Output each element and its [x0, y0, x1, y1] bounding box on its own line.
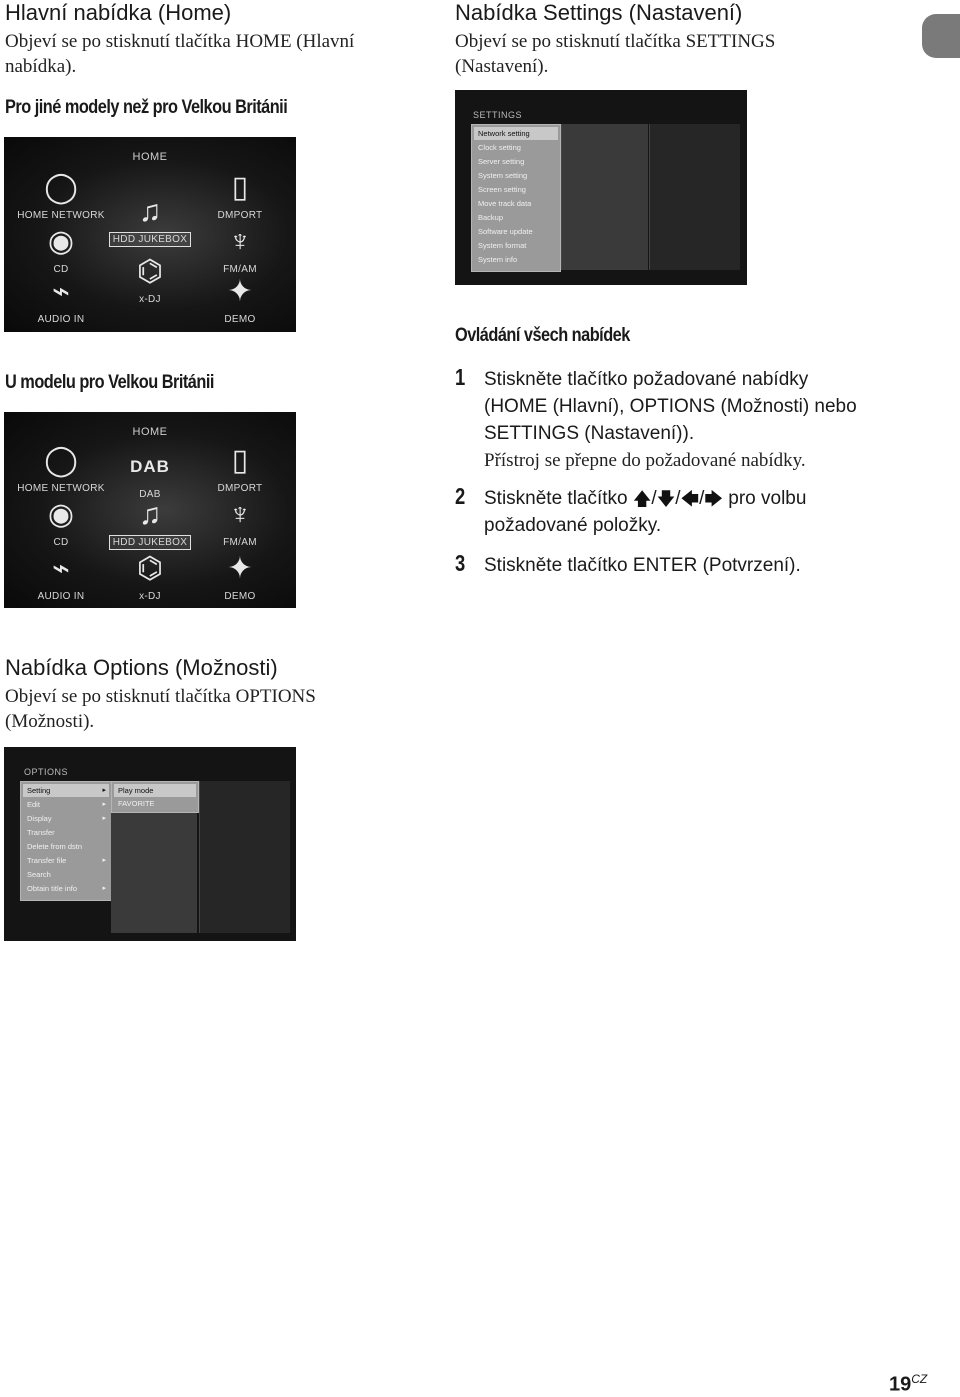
music-notes-icon: ♫ — [138, 498, 162, 531]
options-menu-heading: Nabídka Options (Možnosti) — [5, 655, 278, 680]
settings-item: Software update — [478, 227, 533, 236]
home-item-dab: DAB DAB — [100, 450, 200, 502]
home-item-cd: ◉ CD — [11, 498, 111, 550]
home-item-xdj: ⌬ x-DJ — [100, 255, 200, 307]
settings-item: Clock setting — [478, 143, 521, 152]
home-menu-desc-line1: Objeví se po stisknutí tlačítka HOME (Hlavní — [5, 31, 355, 52]
home-item-demo: ✦ DEMO — [190, 275, 290, 327]
settings-menu-desc-line2: (Nastavení). — [455, 56, 549, 77]
step-1-line1: Stiskněte tlačítko požadované nabídky — [484, 369, 809, 390]
settings-screen-image — [455, 90, 747, 285]
home-item-fm-am: ♆ FM/AM — [190, 498, 290, 550]
settings-menu-panel — [471, 124, 561, 272]
settings-menu-desc-line1: Objeví se po stisknutí tlačítka SETTINGS — [455, 31, 776, 52]
options-item: Search — [27, 870, 51, 879]
settings-middle-panel — [561, 124, 648, 270]
options-right-panel — [199, 781, 290, 933]
music-notes-icon: ♫ — [138, 195, 162, 228]
step-2-number: 2 — [455, 483, 466, 509]
options-item: Transfer — [27, 828, 55, 837]
settings-item: Backup — [478, 213, 504, 222]
controls-subhead: Ovládání všech nabídek — [455, 325, 630, 346]
settings-item: Screen setting — [478, 185, 526, 194]
settings-item: Network setting — [474, 127, 558, 140]
dab-logo: DAB — [130, 457, 170, 476]
step-1-line2: (HOME (Hlavní), OPTIONS (Možnosti) nebo — [484, 396, 857, 417]
arrow-right-icon: 🡆 — [704, 489, 723, 509]
submenu-item: FAVORITE — [118, 799, 155, 808]
settings-item: System setting — [478, 171, 528, 180]
home-item-demo: ✦ DEMO — [190, 552, 290, 604]
options-item: Transfer file ▸ — [27, 856, 106, 865]
settings-right-panel — [649, 124, 740, 270]
options-item: Delete from dstn — [27, 842, 83, 851]
home-item-home-network: ◯ HOME NETWORK — [11, 444, 111, 496]
page-number: $19^{CZ}$ — [889, 1372, 928, 1396]
home-item-hdd-jukebox: ♫ HDD JUKEBOX — [100, 195, 200, 247]
step-2-line2: požadované položky. — [484, 515, 662, 536]
home-screen-title-uk: HOME — [132, 426, 168, 438]
options-screen-image — [4, 747, 296, 941]
options-menu-desc-line2: (Možnosti). — [5, 711, 95, 732]
home-item-audio-in: ⌁ AUDIO IN — [11, 275, 111, 327]
settings-item: Move track data — [478, 199, 532, 208]
xdj-icon: ⌬ — [136, 255, 164, 288]
home-item-dmport: ▯ DMPORT — [190, 171, 290, 223]
network-icon: ◯ — [44, 171, 78, 204]
cable-icon: ⌁ — [51, 552, 71, 585]
dmport-icon: ▯ — [231, 444, 249, 477]
radio-tower-icon: ♆ — [228, 225, 252, 258]
step-3-number: 3 — [455, 550, 466, 576]
options-item: Edit ▸ — [27, 800, 106, 809]
step-1-number: 1 — [455, 364, 466, 390]
page-language-code: CZ — [911, 1372, 928, 1386]
options-screen-title: OPTIONS — [24, 767, 69, 777]
options-item: Obtain title info ▸ — [27, 884, 106, 893]
home-screen-image-uk — [4, 412, 296, 608]
step-1-line3: SETTINGS (Nastavení)). — [484, 423, 695, 444]
cable-icon: ⌁ — [51, 275, 71, 308]
settings-item: System format — [478, 241, 527, 250]
cd-icon: ◉ — [47, 498, 75, 531]
options-menu-desc-line1: Objeví se po stisknutí tlačítka OPTIONS — [5, 686, 316, 707]
cd-icon: ◉ — [47, 225, 75, 258]
home-item-home-network: ◯ HOME NETWORK — [11, 171, 111, 223]
submenu-item: Play mode — [114, 784, 196, 797]
arrow-down-icon: 🡇 — [656, 489, 676, 509]
home-menu-heading: Hlavní nabídka (Home) — [5, 0, 232, 25]
options-item: Display ▸ — [27, 814, 106, 823]
home-screen-image-other — [4, 137, 296, 332]
arrow-up-icon: 🡅 — [632, 489, 652, 509]
options-menu-panel — [20, 781, 112, 901]
xdj-icon: ⌬ — [136, 552, 164, 585]
section-tab-marker — [922, 14, 960, 58]
sparkle-icon: ✦ — [227, 275, 253, 308]
home-item-hdd-jukebox: ♫ HDD JUKEBOX — [100, 498, 200, 550]
radio-tower-icon: ♆ — [228, 498, 252, 531]
dmport-icon: ▯ — [231, 171, 249, 204]
home-item-audio-in: ⌁ AUDIO IN — [11, 552, 111, 604]
home-menu-desc-line2: nabídka). — [5, 56, 77, 77]
home-screen-title: HOME — [132, 151, 168, 163]
step-3-line1: Stiskněte tlačítko ENTER (Potvrzení). — [484, 555, 801, 576]
step-1-note: Přístroj se přepne do požadované nabídky. — [484, 450, 806, 471]
subhead-uk-model: U modelu pro Velkou Británii — [5, 372, 214, 393]
settings-screen-title: SETTINGS — [473, 110, 523, 120]
settings-item: Server setting — [478, 157, 525, 166]
settings-item: System info — [478, 255, 518, 264]
options-side-panel — [111, 813, 197, 933]
home-item-xdj: ⌬ x-DJ — [100, 552, 200, 604]
arrow-left-icon: 🡄 — [680, 489, 700, 509]
options-submenu-panel — [111, 781, 199, 813]
settings-menu-heading: Nabídka Settings (Nastavení) — [455, 0, 743, 25]
home-item-dmport: ▯ DMPORT — [190, 444, 290, 496]
step-2-line1: Stiskněte tlačítko 🡅/🡇/🡄/🡆 pro volbu — [484, 485, 806, 513]
home-item-cd: ◉ CD — [11, 225, 111, 277]
network-icon: ◯ — [44, 444, 78, 477]
subhead-other-models: Pro jiné modely než pro Velkou Británii — [5, 97, 288, 118]
home-item-fm-am: ♆ FM/AM — [190, 225, 290, 277]
options-item: Setting ▸ — [23, 784, 109, 797]
sparkle-icon: ✦ — [227, 552, 253, 585]
